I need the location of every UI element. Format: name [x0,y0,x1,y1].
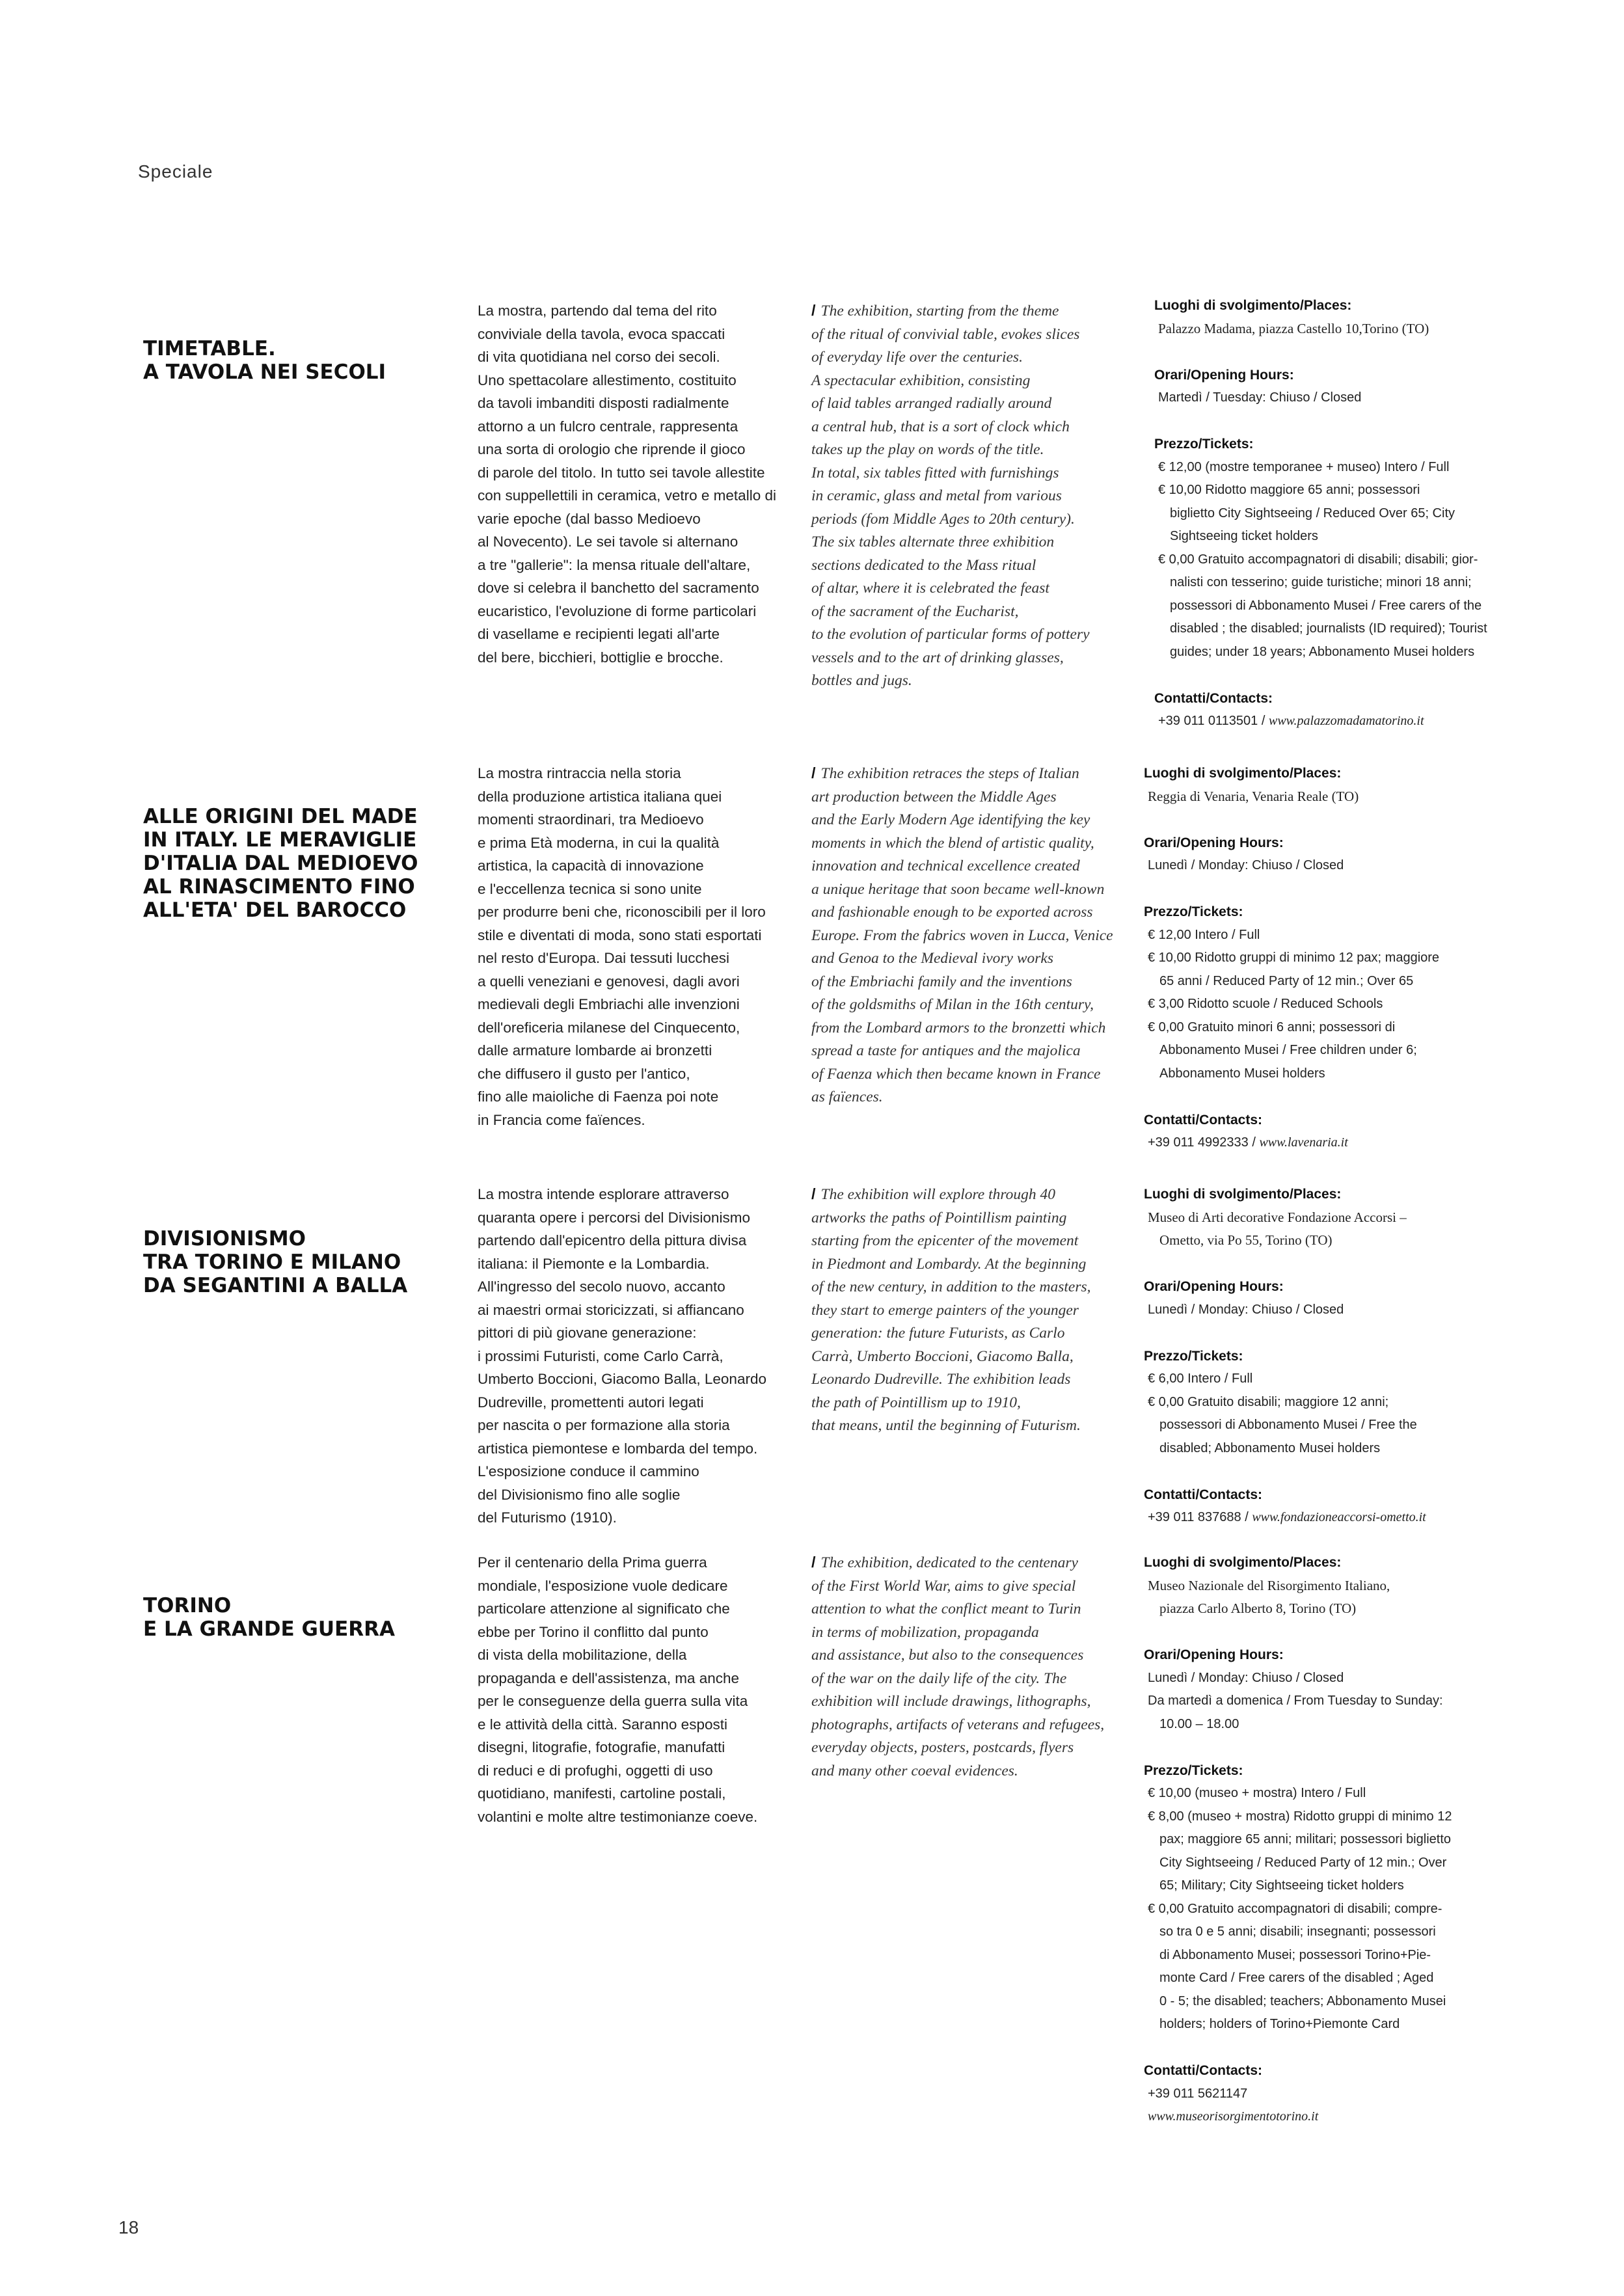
text-line: as faïences. [811,1088,883,1105]
text-line: 65; Military; City Sightseeing ticket holders [1159,1878,1404,1893]
phone-number: +39 011 0113501 / [1158,714,1265,728]
text-line: quaranta opere i percorsi del Divisionismo [478,1209,750,1226]
text-line: possessori di Abbonamento Musei / Free carers of the [1170,598,1482,613]
text-line: IN ITALY. LE MERAVIGLIE [143,828,417,852]
practical-info [1144,762,1482,1155]
text-line: i prossimi Futuristi, come Carlo Carrà, [478,1347,724,1364]
text-line: € 0,00 Gratuito accompagnatori di disabili; compre- [1148,1901,1442,1916]
hours-value: Lunedì / Monday: Chiuso / Closed [1148,1302,1344,1317]
text-line: disabled; Abbonamento Musei holders [1159,1440,1381,1455]
website-link[interactable]: www.museorisorgimentotorino.it [1148,2109,1319,2124]
text-line: del Divisionismo fino alle soglie [478,1486,681,1503]
text-line: artworks the paths of Pointillism painting [811,1209,1067,1226]
text-line: a quelli veneziani e genovesi, dagli avori [478,973,740,990]
slash-marker: / [811,764,816,781]
practical-info [1144,1551,1482,2129]
text-line: Ometto, via Po 55, Torino (TO) [1159,1232,1333,1248]
text-line: di vasellame e recipienti legati all'arte [478,626,720,642]
text-line: particolare attenzione al significato che [478,1600,730,1617]
tickets-label: Prezzo/Tickets: [1144,1348,1243,1364]
text-line: D'ITALIA DAL MEDIOEVO [143,852,418,875]
text-line: € 12,00 (mostre temporanee + museo) Intero / Full [1158,459,1450,474]
text-line: La mostra, partendo dal tema del rito [478,303,717,319]
text-line: in Piedmont and Lombardy. At the beginning [811,1255,1087,1273]
text-line: spread a taste for antiques and the majolica [811,1042,1081,1059]
phone-number: +39 011 5621147 [1148,2086,1248,2101]
text-line: volantini e molte altre testimonianze coeve. [478,1808,758,1825]
text-line: disabled ; the disabled; journalists (ID required); Tourist [1170,621,1487,636]
text-line: Carrà, Umberto Boccioni, Giacomo Balla, [811,1347,1074,1365]
text-line: of the sacrament of the Eucharist, [811,602,1019,620]
text-line: in terms of mobilization, propaganda [811,1623,1039,1641]
text-line: pittori di più giovane generazione: [478,1325,697,1341]
places-label: Luoghi di svolgimento/Places: [1154,298,1352,313]
text-line: al Novecento). Le sei tavole si alternano [478,533,738,550]
text-line: Uno spettacolare allestimento, costituito [478,371,737,388]
text-line: ai maestri ormai storicizzati, si affiancano [478,1301,744,1318]
text-line: starting from the epicenter of the movement [811,1232,1079,1249]
text-line: pax; maggiore 65 anni; militari; possessori biglietto [1159,1832,1451,1846]
text-line: conviviale della tavola, evoca spaccati [478,325,725,342]
english-description [811,1183,1150,1438]
exhibition-title [143,805,429,922]
hours-value: Lunedì / Monday: Chiuso / Closed [1148,858,1344,872]
text-line: di reduci e di profughi, oggetti di uso [478,1762,713,1779]
text-line: The exhibition will explore through 40 [820,1186,1056,1203]
places-value: Palazzo Madama, piazza Castello 10,Torino (TO) [1158,320,1429,336]
website-link[interactable]: www.fondazioneaccorsi-ometto.it [1252,1510,1426,1524]
text-line: bottles and jugs. [811,672,912,689]
text-line: piazza Carlo Alberto 8, Torino (TO) [1159,1600,1357,1616]
exhibition-title [143,1594,429,1641]
text-line: of the Embriachi family and the inventions [811,973,1072,990]
tickets-label: Prezzo/Tickets: [1144,904,1243,919]
english-description [811,762,1150,1109]
text-line: of the goldsmiths of Milan in the 16th century, [811,996,1094,1013]
text-line: € 0,00 Gratuito disabili; maggiore 12 anni; [1148,1394,1389,1409]
text-line: attention to what the conflict meant to Turin [811,1600,1081,1617]
text-line: sections dedicated to the Mass ritual [811,556,1036,574]
text-line: biglietto City Sightseeing / Reduced Over 65; City [1170,506,1455,520]
italian-description [478,299,816,669]
text-line: artistica piemontese e lombarda del tempo. [478,1440,758,1457]
text-line: e le attività della città. Saranno esposti [478,1716,727,1733]
text-line: Da martedì a domenica / From Tuesday to Sunday: [1148,1694,1443,1708]
text-line: La mostra intende esplorare attraverso [478,1186,729,1202]
text-line: A spectacular exhibition, consisting [811,371,1031,389]
text-line: della produzione artistica italiana quei [478,788,722,805]
hours-label: Orari/Opening Hours: [1144,1647,1284,1662]
slash-marker: / [811,302,816,319]
text-line: they start to emerge painters of the younger [811,1301,1079,1319]
text-line: € 10,00 Ridotto gruppi di minimo 12 pax; maggiore [1148,951,1440,965]
text-line: nalisti con tesserino; guide turistiche; minori 18 anni; [1170,575,1472,589]
text-line: City Sightseeing / Reduced Party of 12 min.; Over [1159,1855,1447,1870]
text-line: varie epoche (dal basso Medioevo [478,510,701,527]
text-line: The six tables alternate three exhibition [811,533,1055,550]
text-line: All'ingresso del secolo nuovo, accanto [478,1278,725,1295]
text-line: una sorta di orologio che riprende il gioco [478,441,746,457]
text-line: in Francia come faïences. [478,1111,645,1128]
text-line: 10.00 – 18.00 [1159,1716,1239,1731]
slash-marker: / [811,1185,816,1202]
contacts-label: Contatti/Contacts: [1144,1487,1262,1502]
hours-value: Lunedì / Monday: Chiuso / Closed [1148,1670,1344,1685]
text-line: Umberto Boccioni, Giacomo Balla, Leonardo [478,1371,766,1387]
text-line: so tra 0 e 5 anni; disabili; insegnanti; possessori [1159,1925,1436,1939]
text-line: da tavoli imbanditi disposti radialmente [478,395,729,411]
text-line: takes up the play on words of the title. [811,441,1044,458]
text-line: holders; holders of Torino+Piemonte Card [1159,2017,1400,2031]
places-value: Reggia di Venaria, Venaria Reale (TO) [1148,788,1359,804]
text-line: the path of Pointillism up to 1910, [811,1394,1021,1411]
text-line: ALLE ORIGINI DEL MADE [143,805,418,828]
text-line: and the Early Modern Age identifying the key [811,811,1090,828]
hours-label: Orari/Opening Hours: [1154,367,1294,383]
places-label: Luoghi di svolgimento/Places: [1144,766,1342,781]
text-line: quotidiano, manifesti, cartoline postali, [478,1785,726,1802]
text-line: of the First World War, aims to give special [811,1577,1076,1595]
text-line: 65 anni / Reduced Party of 12 min.; Over 65 [1159,973,1414,988]
text-line: periods (fom Middle Ages to 20th century). [811,510,1075,528]
text-line: di vista della mobilitazione, della [478,1647,687,1663]
text-line: artistica, la capacità di innovazione [478,858,704,874]
text-line: Abbonamento Musei holders [1159,1066,1325,1081]
italian-description [478,762,816,1131]
text-line: Dudreville, promettenti autori legati [478,1394,704,1411]
website-link[interactable]: www.lavenaria.it [1259,1135,1348,1150]
text-line: A TAVOLA NEI SECOLI [143,360,386,384]
text-line: exhibition will include drawings, lithographs, [811,1693,1091,1710]
text-line: of Faenza which then became known in France [811,1065,1101,1083]
tickets-label: Prezzo/Tickets: [1154,437,1254,452]
text-line: italiana: il Piemonte e la Lombardia. [478,1255,710,1272]
text-line: € 10,00 (museo + mostra) Intero / Full [1148,1786,1366,1800]
text-line: TIMETABLE. [143,337,276,360]
text-line: € 3,00 Ridotto scuole / Reduced Schools [1148,997,1383,1011]
text-line: of altar, where it is celebrated the feast [811,580,1049,597]
text-line: e l'eccellenza tecnica si sono unite [478,880,702,897]
text-line: DIVISIONISMO [143,1227,306,1250]
text-line: Per il centenario della Prima guerra [478,1554,707,1571]
places-label: Luoghi di svolgimento/Places: [1144,1187,1342,1202]
text-line: of the war on the daily life of the city. The [811,1669,1067,1687]
text-line: che diffusero il gusto per l'antico, [478,1065,690,1082]
text-line: and many other coeval evidences. [811,1762,1018,1779]
text-line: photographs, artifacts of veterans and refugees, [811,1716,1105,1733]
text-line: E LA GRANDE GUERRA [143,1617,395,1641]
text-line: The exhibition, dedicated to the centenary [820,1554,1078,1571]
text-line: di vita quotidiana nel corso dei secoli. [478,349,720,365]
slash-marker: / [811,1554,816,1571]
places-value: Museo Nazionale del Risorgimento Italiano, [1148,1577,1390,1593]
text-line: propaganda e dell'assistenza, ma anche [478,1669,740,1686]
text-line: 0 - 5; the disabled; teachers; Abbonamento Musei [1159,1993,1446,2008]
contacts-label: Contatti/Contacts: [1154,690,1273,706]
practical-info [1144,1183,1482,1530]
text-line: fino alle maioliche di Faenza poi note [478,1088,719,1105]
text-line: and Genoa to the Medieval ivory works [811,950,1053,967]
text-line: and assistance, but also to the consequences [811,1647,1084,1664]
text-line: a unique heritage that soon became well-known [811,880,1105,898]
text-line: € 12,00 Intero / Full [1148,927,1260,942]
text-line: and fashionable enough to be exported across [811,904,1093,921]
text-line: of the ritual of convivial table, evokes slices [811,325,1080,343]
text-line: in ceramic, glass and metal from various [811,487,1062,504]
text-line: e prima Età moderna, in cui la qualità [478,834,720,851]
contacts-label: Contatti/Contacts: [1144,2063,1262,2078]
section-label: Speciale [138,161,213,182]
text-line: guides; under 18 years; Abbonamento Musei holders [1170,644,1475,659]
text-line: di parole del titolo. In tutto sei tavole allestite [478,464,765,481]
text-line: In total, six tables fitted with furnishings [811,464,1059,481]
text-line: dalle armature lombarde ai bronzetti [478,1042,712,1059]
tickets-label: Prezzo/Tickets: [1144,1763,1243,1778]
text-line: € 0,00 Gratuito minori 6 anni; possessori di [1148,1020,1396,1034]
text-line: DA SEGANTINI A BALLA [143,1274,408,1297]
page-number: 18 [118,2217,139,2237]
text-line: La mostra rintraccia nella storia [478,765,681,781]
english-description [811,299,1150,693]
text-line: vessels and to the art of drinking glasses, [811,649,1064,666]
contacts-label: Contatti/Contacts: [1144,1112,1262,1128]
text-line: a tre "gallerie": la mensa rituale dell'altare, [478,556,751,573]
text-line: ALL'ETA' DEL BAROCCO [143,898,407,922]
text-line: Sightseeing ticket holders [1170,529,1318,543]
text-line: di Abbonamento Musei; possessori Torino+Pie- [1159,1947,1431,1962]
text-line: AL RINASCIMENTO FINO [143,875,415,898]
text-line: of laid tables arranged radially around [811,395,1052,412]
english-description [811,1551,1150,1783]
text-line: mondiale, l'esposizione vuole dedicare [478,1577,728,1594]
text-line: dell'oreficeria milanese del Cinquecento, [478,1019,740,1036]
text-line: € 10,00 Ridotto maggiore 65 anni; possessori [1158,483,1420,497]
text-line: dove si celebra il banchetto del sacramento [478,580,759,596]
text-line: TORINO [143,1594,232,1617]
italian-description [478,1183,816,1530]
text-line: eucaristico, l'evoluzione di forme particolari [478,602,757,619]
italian-description [478,1551,816,1828]
practical-info [1154,294,1493,733]
phone-number: +39 011 837688 / [1148,1510,1249,1524]
text-line: del Futurismo (1910). [478,1509,617,1526]
text-line: innovation and technical excellence created [811,858,1080,874]
text-line: to the evolution of particular forms of pottery [811,626,1090,643]
text-line: everyday objects, posters, postcards, flyers [811,1739,1074,1756]
text-line: attorno a un fulcro centrale, rappresenta [478,418,738,435]
text-line: per le conseguenze della guerra sulla vita [478,1693,748,1709]
text-line: L'esposizione conduce il cammino [478,1463,699,1479]
text-line: momenti straordinari, tra Medioevo [478,811,704,828]
places-value: Museo di Arti decorative Fondazione Accorsi – [1148,1209,1407,1225]
text-line: stile e diventati di moda, sono stati esportati [478,926,762,943]
places-label: Luoghi di svolgimento/Places: [1144,1555,1342,1570]
text-line: art production between the Middle Ages [811,788,1057,805]
text-line: ebbe per Torino il conflitto dal punto [478,1623,709,1640]
text-line: moments in which the blend of artistic quality, [811,834,1094,852]
website-link[interactable]: www.palazzomadamatorino.it [1268,714,1424,728]
text-line: generation: the future Futurists, as Carlo [811,1325,1065,1342]
hours-label: Orari/Opening Hours: [1144,835,1284,850]
text-line: Abbonamento Musei / Free children under 6; [1159,1043,1417,1057]
text-line: a central hub, that is a sort of clock which [811,418,1070,435]
text-line: € 0,00 Gratuito accompagnatori di disabili; disabili; gior- [1158,552,1478,567]
text-line: from the Lombard armors to the bronzetti which [811,1019,1106,1036]
text-line: that means, until the beginning of Futurism. [811,1417,1081,1434]
text-line: of the new century, in addition to the masters, [811,1278,1091,1295]
text-line: per nascita o per formazione alla storia [478,1417,730,1433]
text-line: partendo dall'epicentro della pittura divisa [478,1232,747,1249]
exhibition-title [143,337,429,384]
text-line: monte Card / Free carers of the disabled ; Aged [1159,1971,1434,1985]
text-line: The exhibition, starting from the theme [820,303,1059,319]
exhibition-title [143,1227,429,1297]
hours-value: Martedì / Tuesday: Chiuso / Closed [1158,390,1362,405]
text-line: € 8,00 (museo + mostra) Ridotto gruppi di minimo 12 [1148,1809,1452,1824]
text-line: Europe. From the fabrics woven in Lucca, Venice [811,926,1113,944]
text-line: per produrre beni che, riconoscibili per il loro [478,904,766,920]
text-line: of everyday life over the centuries. [811,349,1023,366]
text-line: possessori di Abbonamento Musei / Free the [1159,1418,1417,1432]
text-line: Leonardo Dudreville. The exhibition leads [811,1371,1071,1388]
text-line: medievali degli Embriachi alle invenzioni [478,996,740,1012]
text-line: del bere, bicchieri, bottiglie e brocche. [478,649,724,666]
phone-number: +39 011 4992333 / [1148,1135,1256,1150]
text-line: disegni, litografie, fotografie, manufatti [478,1739,725,1755]
text-line: TRA TORINO E MILANO [143,1250,401,1274]
hours-label: Orari/Opening Hours: [1144,1279,1284,1294]
text-line: The exhibition retraces the steps of Italian [820,765,1079,782]
text-line: € 6,00 Intero / Full [1148,1371,1253,1386]
text-line: nel resto d'Europa. Dai tessuti lucchesi [478,950,729,966]
text-line: con suppellettili in ceramica, vetro e metallo di [478,487,776,504]
